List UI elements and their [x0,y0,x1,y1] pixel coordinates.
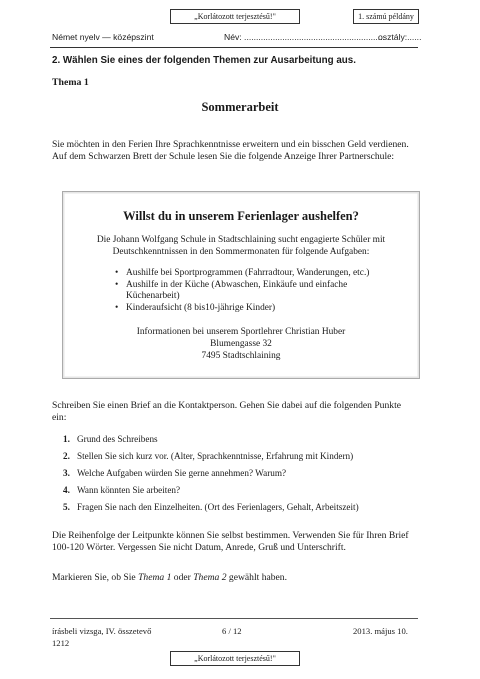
point-number: 1. [63,434,70,444]
ad-bullet-item [115,268,369,280]
exam-code: 1212 [52,638,70,648]
copy-number-label: 1. számú példány [358,12,414,21]
bullet-icon: • [115,280,119,290]
restricted-stamp-text: „Korlátozott terjesztésű!" [194,12,276,21]
point-text: Stellen Sie sich kurz vor. (Alter, Sprachkenntnisse, Erfahrung mit Kindern) [77,451,354,461]
restricted-stamp-text: „Korlátozott terjesztésű!" [194,654,276,663]
exam-label: írásbeli vizsga, IV. összetevő [52,626,152,636]
ad-bullet-text: Kinderaufsicht (8 bis10-jährige Kinder) [126,303,276,313]
page-number: 6 / 12 [222,626,242,636]
bullet-icon: • [115,268,119,278]
ad-bullet-continuation: Küchenarbeit) [126,291,180,301]
copy-number-box [353,9,419,24]
task-instruction: 2. Wählen Sie eines der folgenden Themen zur Ausarbeitung aus. [52,55,356,66]
ad-intro-line-1: Die Johann Wolfgang Schule in Stadtschlaining sucht engagierte Schüler mit [96,235,386,245]
mark-text: Markieren Sie, ob Sie [52,572,139,583]
footer-divider [50,618,418,619]
point-text: Fragen Sie nach den Einzelheiten. (Ort des Ferienlagers, Gehalt, Arbeitszeit) [77,502,359,512]
class-field: osztály:...... [378,32,422,42]
point-item [63,502,359,512]
ad-title: Willst du in unserem Ferienlager aushelfen? [123,209,359,223]
ad-bullet-text: Aushilfe in der Küche (Abwaschen, Einkäufe und einfache [126,280,348,290]
point-number: 5. [63,502,70,512]
mark-instruction [52,572,287,583]
writing-instruction-line-2: ein: [52,412,67,423]
point-item [63,485,180,495]
ad-contact-street: Blumengasse 32 [210,339,272,349]
restricted-stamp-bottom [170,651,300,666]
point-number: 4. [63,485,70,495]
ad-bullet-item [115,280,347,292]
name-field: Név: ........................................................... [224,32,385,42]
point-text: Wann könnten Sie arbeiten? [77,485,181,495]
writing-instruction-line-1: Schreiben Sie einen Brief an die Kontaktperson. Gehen Sie dabei auf die folgenden Punkte [52,400,402,411]
point-number: 3. [63,468,70,478]
point-item [63,451,353,461]
ad-bullet-text: Aushilfe bei Sportprogrammen (Fahrradtour, Wanderungen, etc.) [126,268,370,278]
ad-intro-line-2: Deutschkenntnissen in den Sommermonaten für folgende Aufgaben: [112,247,370,257]
exam-date: 2013. május 10. [353,626,408,636]
intro-line-1: Sie möchten in den Ferien Ihre Sprachkenntnisse erweitern und ein bisschen Geld verdienen. [52,139,409,150]
bullet-icon: • [115,303,119,313]
order-note-line-2: 100-120 Wörter. Vergessen Sie nicht Datum, Anrede, Gruß und Unterschrift. [52,542,346,553]
page-title: Sommerarbeit [201,100,279,114]
advertisement-box [62,191,420,379]
header-divider [50,47,418,48]
point-item [63,434,158,444]
order-note-line-1: Die Reihenfolge der Leitpunkte können Sie selbst bestimmen. Verwenden Sie für Ihren Brief [52,530,409,541]
intro-line-2: Auf dem Schwarzen Brett der Schule lesen Sie die folgende Anzeige Ihrer Partnerschule: [52,151,395,162]
ad-contact-city: 7495 Stadtschlaining [201,351,281,361]
ad-contact-name: Informationen bei unserem Sportlehrer Christian Huber [136,327,346,337]
subject-label: Német nyelv — középszint [52,32,154,42]
ad-bullet-item [115,303,275,315]
thema-label: Thema 1 [52,77,89,88]
point-text: Grund des Schreibens [77,434,158,444]
mark-text: oder [171,572,194,583]
point-number: 2. [63,451,70,461]
restricted-stamp-top [170,9,300,24]
mark-text: gewählt haben. [226,572,288,583]
point-text: Welche Aufgaben würden Sie gerne annehmen? Warum? [77,468,287,478]
mark-thema-2: Thema 2 [193,572,227,583]
mark-thema-1: Thema 1 [138,572,172,583]
point-item [63,468,286,478]
